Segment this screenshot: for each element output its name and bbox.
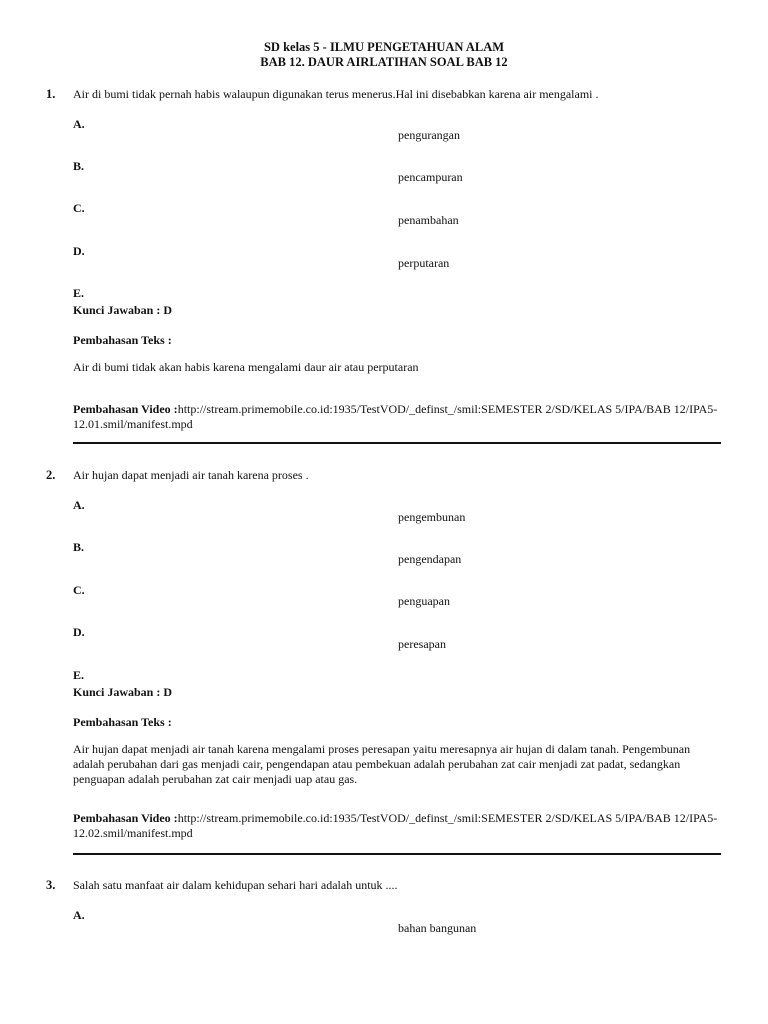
discussion-video-link[interactable]: http://stream.primemobile.co.id:1935/TestVOD/_definst_/smil:SEMESTER 2/SD/KELAS 5/IPA/BAB 12/IPA5-12.02.smil/manifest.mpd [73, 811, 718, 840]
option-letter-a: A. [73, 908, 85, 922]
option-text-a: bahan bangunan [398, 921, 477, 935]
option-letter-c: C. [73, 583, 85, 597]
option-text-a: pengembunan [398, 510, 466, 524]
option-letter-e: E. [73, 286, 85, 300]
question-number: 1. [46, 87, 56, 101]
option-letter-c: C. [73, 201, 85, 215]
document-header [0, 40, 768, 70]
discussion-video-label: Pembahasan Video : [73, 402, 178, 416]
discussion-text: Air hujan dapat menjadi air tanah karena mengalami proses peresapan yaitu meresapnya air hujan di dalam tanah. Pengembunan adalah perubahan dari gas menjadi cair, pengendapan atau pembekuan adalah perubahan zat cair menjadi zat padat, sedangkan penguapan adalah perubahan zat cair menjadi uap atau gas. [73, 742, 691, 786]
option-text-b: pencampuran [398, 170, 463, 184]
question-text: Salah satu manfaat air dalam kehidupan sehari hari adalah untuk .... [73, 878, 398, 892]
option-letter-b: B. [73, 540, 85, 554]
option-letter-d: D. [73, 244, 85, 258]
discussion-text-label: Pembahasan Teks : [73, 333, 172, 347]
header-subtitle: BAB 12. DAUR AIRLATIHAN SOAL BAB 12 [260, 55, 508, 69]
question-number: 3. [46, 878, 56, 892]
answer-key: Kunci Jawaban : D [73, 303, 173, 317]
option-text-c: penguapan [398, 594, 450, 608]
option-letter-e: E. [73, 668, 85, 682]
section-divider [73, 853, 721, 855]
option-letter-a: A. [73, 117, 85, 131]
discussion-video [73, 811, 721, 841]
option-letter-d: D. [73, 625, 85, 639]
question-text: Air hujan dapat menjadi air tanah karena proses . [73, 468, 309, 482]
option-letter-a: A. [73, 498, 85, 512]
option-text-a: pengurangan [398, 128, 460, 142]
option-text-d: perputaran [398, 256, 450, 270]
option-letter-b: B. [73, 159, 85, 173]
header-title: SD kelas 5 - ILMU PENGETAHUAN ALAM [263, 40, 505, 54]
discussion-video [73, 402, 721, 432]
discussion-video-link[interactable]: http://stream.primemobile.co.id:1935/TestVOD/_definst_/smil:SEMESTER 2/SD/KELAS 5/IPA/BAB 12/IPA5-12.01.smil/manifest.mpd [73, 402, 718, 431]
discussion-text-label: Pembahasan Teks : [73, 715, 172, 729]
answer-key: Kunci Jawaban : D [73, 685, 173, 699]
discussion-text: Air di bumi tidak akan habis karena mengalami daur air atau perputaran [73, 360, 419, 374]
question-text: Air di bumi tidak pernah habis walaupun digunakan terus menerus.Hal ini disebabkan karena air mengalami . [73, 87, 599, 101]
option-text-b: pengendapan [398, 552, 462, 566]
option-text-c: penambahan [398, 213, 459, 227]
section-divider [73, 442, 721, 444]
option-text-d: peresapan [398, 637, 446, 651]
discussion-video-label: Pembahasan Video : [73, 811, 178, 825]
question-number: 2. [46, 468, 56, 482]
